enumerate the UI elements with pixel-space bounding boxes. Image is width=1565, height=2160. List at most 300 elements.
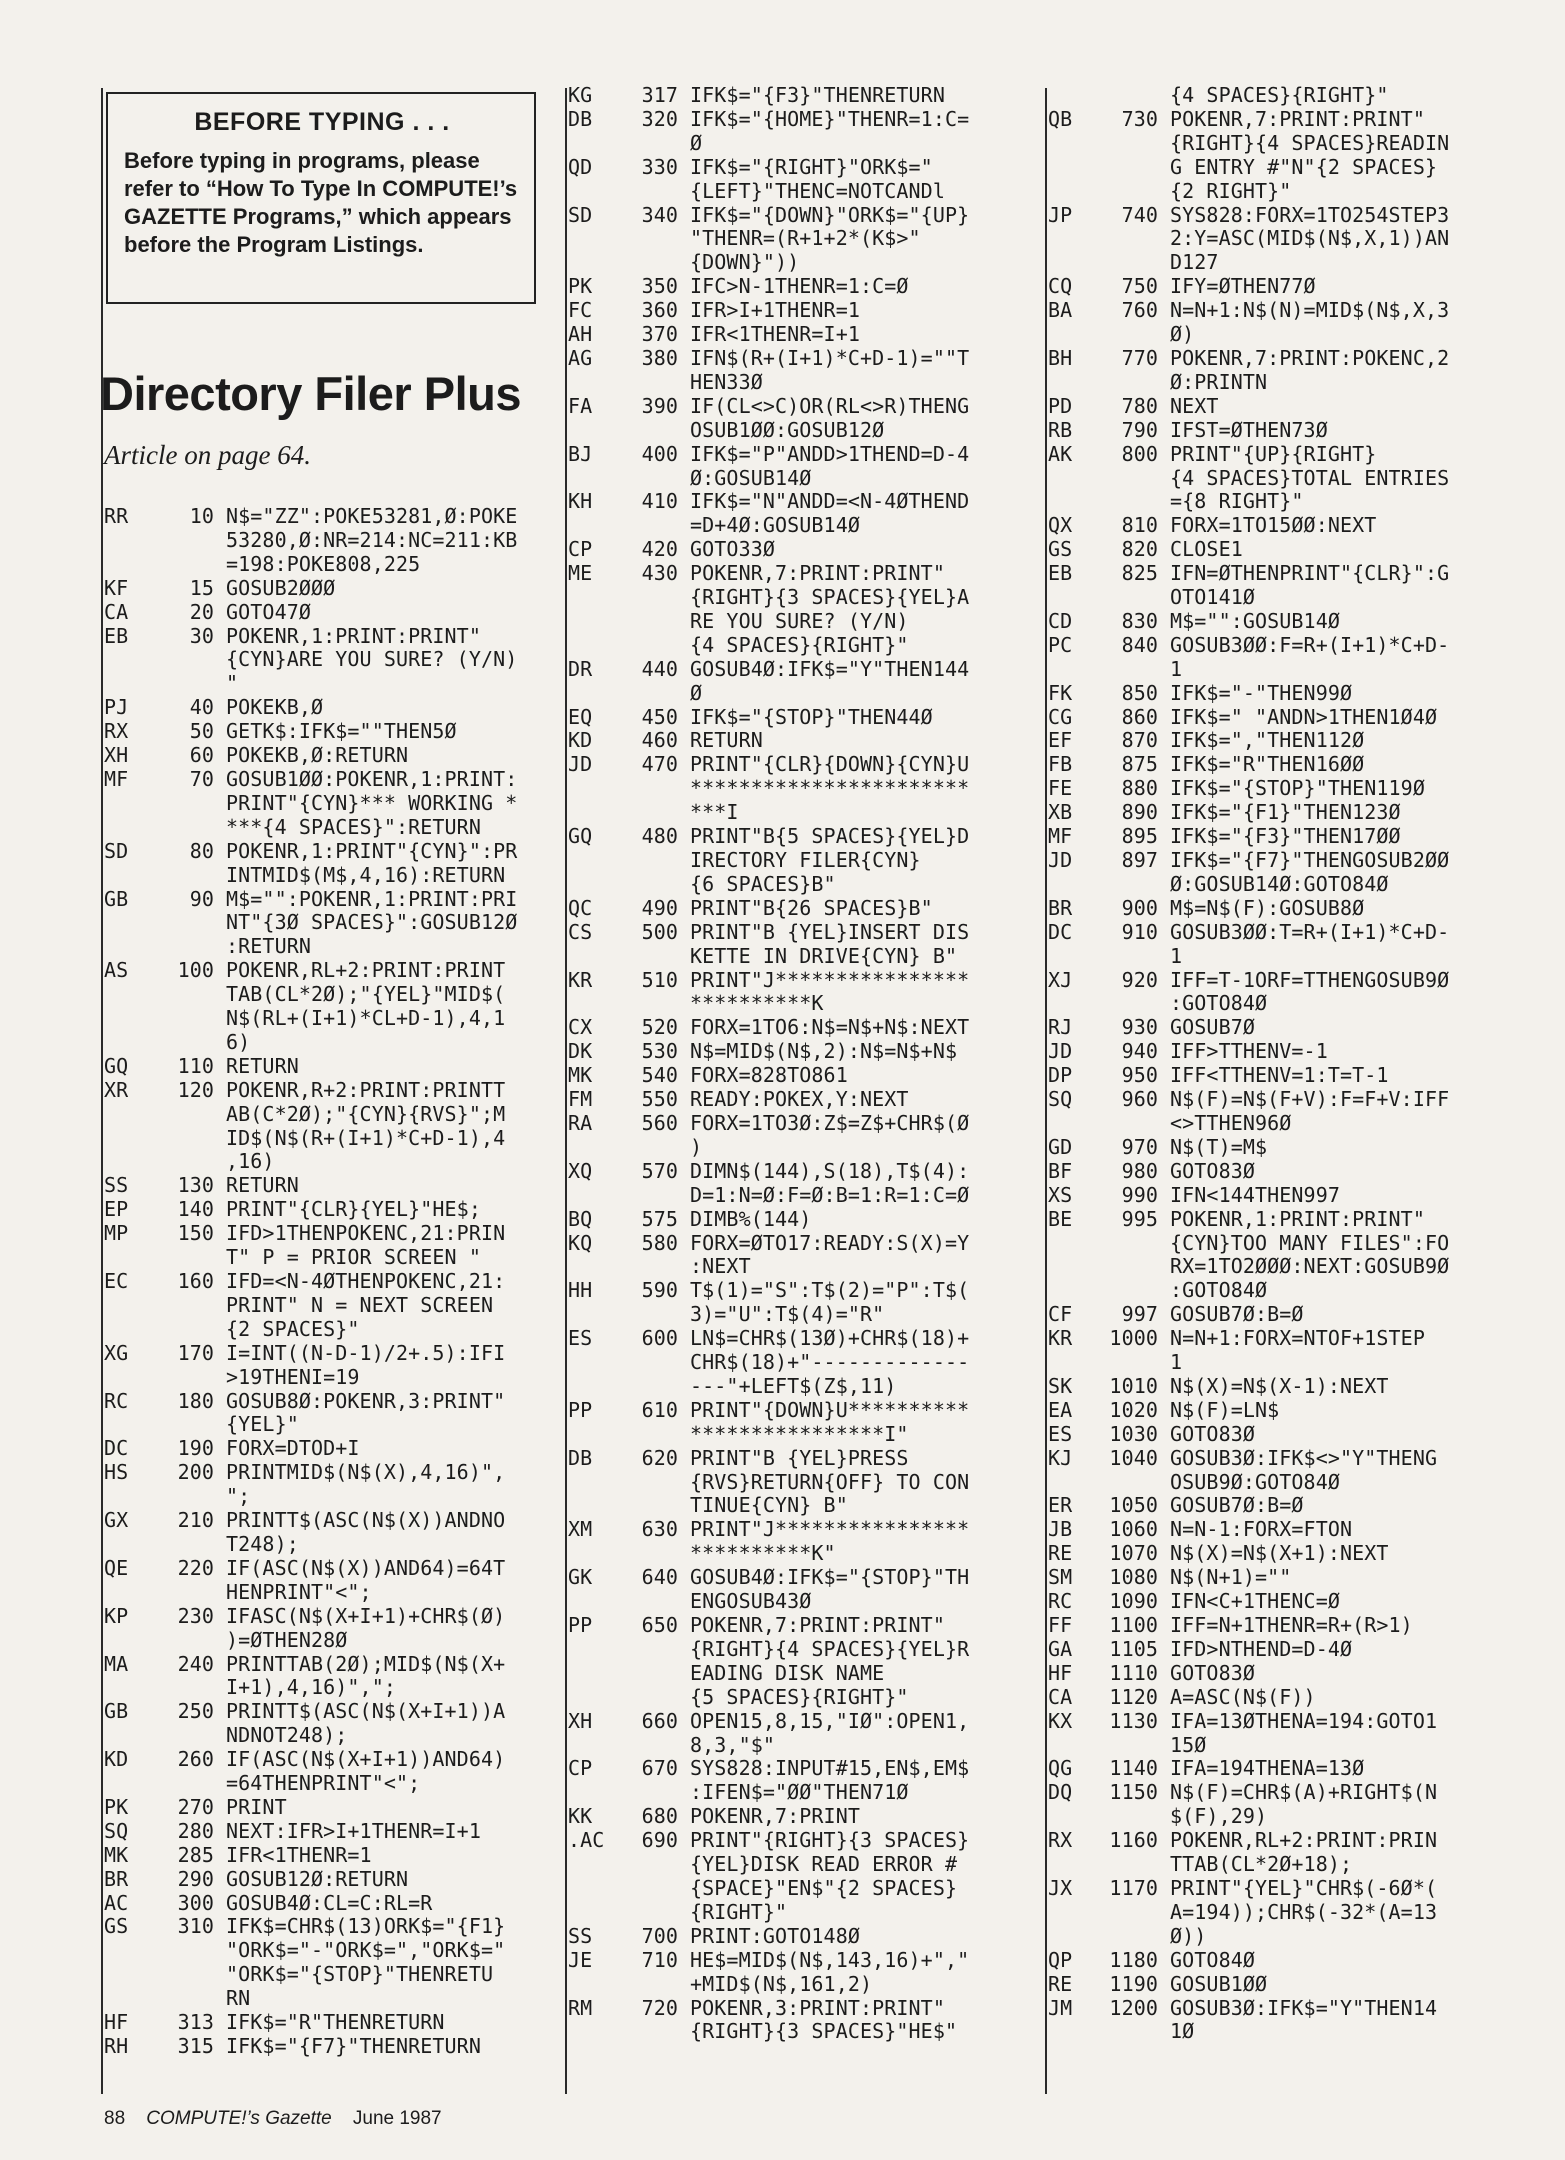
code-text: A=ASC(N$(F)) xyxy=(1170,1684,1316,1709)
checksum xyxy=(568,1542,616,1566)
line-number: 300 xyxy=(177,1890,214,1915)
line-number xyxy=(152,1294,226,1318)
checksum: AH xyxy=(568,322,593,347)
code-line xyxy=(568,1662,969,1686)
checksum: DC xyxy=(104,1436,129,1461)
code-line xyxy=(568,371,969,395)
code-line xyxy=(1048,299,1449,323)
line-number: 997 xyxy=(1121,1302,1158,1327)
code-line xyxy=(568,1757,969,1781)
checksum xyxy=(1048,1925,1096,1949)
code-text: =64THENPRINT"<"; xyxy=(226,1771,421,1796)
checksum xyxy=(104,1987,152,2011)
line-number: 900 xyxy=(1121,895,1158,920)
line-number: 1110 xyxy=(1109,1660,1158,1685)
code-line xyxy=(104,577,517,601)
code-text: 53280,Ø:NR=214:NC=211:KB xyxy=(226,527,518,552)
checksum xyxy=(568,634,616,658)
checksum: AC xyxy=(104,1890,129,1915)
line-number: 760 xyxy=(1121,298,1158,323)
line-number xyxy=(152,792,226,816)
line-number xyxy=(616,2020,690,2044)
checksum xyxy=(568,1375,616,1399)
checksum xyxy=(104,1629,152,1653)
code-line xyxy=(568,992,969,1016)
line-number xyxy=(616,1638,690,1662)
checksum xyxy=(104,1772,152,1796)
line-number: 60 xyxy=(189,743,214,768)
code-line xyxy=(1048,1925,1449,1949)
code-line xyxy=(568,1686,969,1710)
code-text: PRINT"{CLR}{DOWN}{CYN}U xyxy=(690,752,970,777)
line-number xyxy=(152,1150,226,1174)
checksum xyxy=(104,1485,152,1509)
line-number: 313 xyxy=(177,2010,214,2035)
checksum: BH xyxy=(1048,345,1073,370)
code-line xyxy=(1048,84,1449,108)
checksum: FA xyxy=(568,393,593,418)
code-text: POKENR,7:PRINT:PRINT" xyxy=(1170,106,1425,131)
line-number xyxy=(152,935,226,959)
code-text: GOSUB7Ø:B=Ø xyxy=(1170,1493,1304,1518)
checksum: GB xyxy=(104,1699,129,1724)
code-line xyxy=(1048,729,1449,753)
code-text: =198:POKE808,225 xyxy=(226,551,421,576)
checksum xyxy=(568,1136,616,1160)
line-number: 1105 xyxy=(1109,1636,1158,1661)
code-text: CHR$(18)+"------------- xyxy=(690,1350,970,1375)
line-number xyxy=(616,1877,690,1901)
checksum: KQ xyxy=(568,1230,593,1255)
code-text: {4 SPACES}TOTAL ENTRIES xyxy=(1170,465,1450,490)
line-number: 540 xyxy=(641,1063,678,1088)
code-text: GOSUB4Ø:IFK$="{STOP}"TH xyxy=(690,1565,970,1590)
checksum xyxy=(1048,1232,1096,1256)
line-number: 100 xyxy=(177,958,214,983)
code-line xyxy=(104,505,517,529)
code-line xyxy=(1048,1232,1449,1256)
code-text: GOTO47Ø xyxy=(226,599,311,624)
line-number xyxy=(1096,992,1170,1016)
checksum: KX xyxy=(1048,1708,1073,1733)
code-text: IFASC(N$(X+I+1)+CHR$(Ø) xyxy=(226,1603,506,1628)
code-line xyxy=(568,1710,969,1734)
code-text: {LEFT}"THENC=NOTCANDl xyxy=(690,178,945,203)
line-number xyxy=(152,1127,226,1151)
checksum xyxy=(568,1662,616,1686)
code-text: HENPRINT"<"; xyxy=(226,1579,372,1604)
line-number xyxy=(1096,2020,1170,2044)
line-number xyxy=(1096,156,1170,180)
code-text: N$(T)=M$ xyxy=(1170,1134,1268,1159)
code-text: GOSUB3Ø:IFK$<>"Y"THENG xyxy=(1170,1445,1438,1470)
code-line xyxy=(568,1734,969,1758)
checksum: GD xyxy=(1048,1134,1073,1159)
code-line xyxy=(104,2011,517,2035)
line-number: 285 xyxy=(177,1842,214,1867)
checksum xyxy=(104,864,152,888)
line-number xyxy=(152,1246,226,1270)
checksum xyxy=(568,180,616,204)
code-line xyxy=(1048,490,1449,514)
checksum xyxy=(104,1676,152,1700)
line-number: 1180 xyxy=(1109,1947,1158,1972)
code-text: {YEL}" xyxy=(226,1412,299,1437)
code-text: PRINTTAB(2Ø);MID$(N$(X+ xyxy=(226,1651,506,1676)
code-line xyxy=(568,1040,969,1064)
line-number: 870 xyxy=(1121,728,1158,753)
code-text: POKENR,1:PRINT:PRINT" xyxy=(1170,1206,1425,1231)
code-line xyxy=(1048,801,1449,825)
line-number: 230 xyxy=(177,1603,214,1628)
code-line xyxy=(104,1222,517,1246)
code-text: IFK$="{F3}"THEN17ØØ xyxy=(1170,824,1401,849)
code-text: {2 SPACES}" xyxy=(226,1316,360,1341)
code-line xyxy=(568,586,969,610)
code-line xyxy=(1048,1542,1449,1566)
line-number: 30 xyxy=(189,623,214,648)
checksum: CS xyxy=(568,919,593,944)
line-number: 390 xyxy=(641,393,678,418)
checksum: DK xyxy=(568,1039,593,1064)
code-line xyxy=(1048,1184,1449,1208)
code-line xyxy=(104,601,517,625)
code-line xyxy=(568,395,969,419)
code-text: {6 SPACES}B" xyxy=(690,871,836,896)
code-line xyxy=(568,1088,969,1112)
code-text: RETURN xyxy=(690,728,763,753)
line-number xyxy=(1096,1805,1170,1829)
line-number xyxy=(152,1987,226,2011)
code-text: FORX=1TO3Ø:Z$=Z$+CHR$(Ø xyxy=(690,1110,970,1135)
checksum xyxy=(1048,992,1096,1016)
checksum xyxy=(568,1471,616,1495)
checksum xyxy=(104,1533,152,1557)
checksum xyxy=(1048,1853,1096,1877)
code-text: $(F),29) xyxy=(1170,1804,1268,1829)
code-text: OTO141Ø xyxy=(1170,585,1255,610)
line-number xyxy=(616,610,690,634)
code-text: PRINT"{DOWN}U********** xyxy=(690,1397,970,1422)
code-line xyxy=(104,1198,517,1222)
article-title: Directory Filer Plus xyxy=(100,367,521,420)
code-line xyxy=(568,204,969,228)
code-text: IF(ASC(N$(X+I+1))AND64) xyxy=(226,1747,506,1772)
line-number xyxy=(152,1963,226,1987)
code-line xyxy=(1048,467,1449,491)
code-text: ENGOSUB43Ø xyxy=(690,1589,812,1614)
checksum xyxy=(104,1031,152,1055)
checksum: AG xyxy=(568,345,593,370)
line-number xyxy=(616,1136,690,1160)
line-number xyxy=(616,227,690,251)
checksum: RR xyxy=(104,504,129,528)
code-text: SYS828:INPUT#15,EN$,EM$ xyxy=(690,1756,970,1781)
line-number xyxy=(616,251,690,275)
code-line xyxy=(1048,1088,1449,1112)
code-text: **********K xyxy=(690,991,824,1016)
code-text: IFF<TTHENV=1:T=T-1 xyxy=(1170,1063,1389,1088)
checksum: BR xyxy=(104,1866,129,1891)
code-text: ID$(N$(R+(I+1)*C+D-1),4 xyxy=(226,1125,506,1150)
line-number xyxy=(616,180,690,204)
checksum: RE xyxy=(1048,1971,1073,1996)
code-line xyxy=(1048,1638,1449,1662)
code-text: PRINT" N = NEXT SCREEN xyxy=(226,1292,494,1317)
code-text: OSUB9Ø:GOTO84Ø xyxy=(1170,1469,1340,1494)
checksum: KD xyxy=(568,728,593,753)
code-line xyxy=(1048,1877,1449,1901)
checksum xyxy=(1048,180,1096,204)
code-text: PRINT"B{5 SPACES}{YEL}D xyxy=(690,824,970,849)
checksum xyxy=(568,610,616,634)
line-number xyxy=(152,1724,226,1748)
code-line xyxy=(104,959,517,983)
line-number: 170 xyxy=(177,1340,214,1365)
code-text: GOSUB8Ø:POKENR,3:PRINT" xyxy=(226,1388,506,1413)
checksum: PD xyxy=(1048,393,1073,418)
code-line xyxy=(104,1987,517,2011)
checksum: MF xyxy=(1048,824,1073,849)
code-line xyxy=(104,1629,517,1653)
line-number xyxy=(616,682,690,706)
code-text: {YEL}DISK READ ERROR # xyxy=(690,1852,958,1877)
code-line xyxy=(104,1605,517,1629)
code-text: CLOSE1 xyxy=(1170,537,1243,562)
line-number xyxy=(1096,1925,1170,1949)
code-line xyxy=(568,825,969,849)
code-line xyxy=(1048,1327,1449,1351)
code-line xyxy=(104,1270,517,1294)
checksum: EB xyxy=(1048,561,1073,586)
code-text: {CYN}TOO MANY FILES":FO xyxy=(1170,1230,1450,1255)
code-text: PRINTT$(ASC(N$(X))ANDNO xyxy=(226,1508,506,1533)
line-number: 1200 xyxy=(1109,1995,1158,2020)
checksum xyxy=(1048,1805,1096,1829)
code-text: PRINTT$(ASC(N$(X+I+1))A xyxy=(226,1699,506,1724)
code-line xyxy=(568,419,969,443)
line-number: 530 xyxy=(641,1039,678,1064)
code-line xyxy=(1048,371,1449,395)
code-text: IFK$="{F3}"THENRETURN xyxy=(690,83,945,107)
line-number: 317 xyxy=(641,83,678,107)
code-line xyxy=(1048,538,1449,562)
checksum: QX xyxy=(1048,513,1073,538)
code-line xyxy=(568,945,969,969)
checksum xyxy=(104,1150,152,1174)
code-line xyxy=(104,1533,517,1557)
code-line xyxy=(1048,1614,1449,1638)
checksum: CP xyxy=(568,1756,593,1781)
code-text: N$(X)=N$(X+1):NEXT xyxy=(1170,1541,1389,1566)
code-line xyxy=(568,1829,969,1853)
checksum xyxy=(568,849,616,873)
code-line xyxy=(104,1796,517,1820)
line-number: 1010 xyxy=(1109,1373,1158,1398)
line-number: 420 xyxy=(641,537,678,562)
checksum: JD xyxy=(1048,848,1073,872)
code-line xyxy=(568,2020,969,2044)
code-line xyxy=(104,983,517,1007)
code-line xyxy=(568,610,969,634)
checksum xyxy=(568,1423,616,1447)
checksum xyxy=(1048,1112,1096,1136)
code-text: 1 xyxy=(1170,1350,1183,1375)
code-text: IFN<C+1THENC=Ø xyxy=(1170,1589,1340,1614)
line-number: 1040 xyxy=(1109,1445,1158,1470)
checksum xyxy=(568,1638,616,1662)
code-line xyxy=(568,323,969,347)
line-number: 140 xyxy=(177,1197,214,1222)
code-text: "ORK$="{STOP}"THENRETU xyxy=(226,1962,494,1987)
code-text: GETK$:IFK$=""THEN5Ø xyxy=(226,719,457,744)
checksum: EC xyxy=(104,1269,129,1293)
code-line xyxy=(1048,634,1449,658)
code-text: N$(F)=N$(F+V):F=F+V:IFF xyxy=(1170,1087,1450,1112)
line-number xyxy=(152,1031,226,1055)
checksum xyxy=(104,816,152,840)
line-number: 670 xyxy=(641,1756,678,1781)
code-line xyxy=(568,706,969,730)
magazine-name: COMPUTE!’s Gazette xyxy=(146,2108,332,2129)
line-number xyxy=(616,1375,690,1399)
code-text: IFK$="{F7}"THENGOSUB2ØØ xyxy=(1170,848,1450,872)
code-text: {4 SPACES}{RIGHT}" xyxy=(1170,83,1389,107)
code-line xyxy=(568,347,969,371)
line-number: 1140 xyxy=(1109,1756,1158,1781)
code-line xyxy=(568,108,969,132)
code-line xyxy=(1048,1686,1449,1710)
code-text: PRINT xyxy=(226,1794,287,1819)
code-line xyxy=(568,227,969,251)
checksum: SD xyxy=(568,202,593,227)
code-line xyxy=(1048,2020,1449,2044)
code-text: :GOTO84Ø xyxy=(1170,991,1268,1016)
checksum: XQ xyxy=(568,1158,593,1183)
code-line xyxy=(1048,1853,1449,1877)
line-number: 120 xyxy=(177,1077,214,1102)
code-text: 3)="U":T$(4)="R" xyxy=(690,1302,885,1327)
code-line xyxy=(1048,108,1449,132)
line-number: 15 xyxy=(189,575,214,600)
line-number xyxy=(152,1007,226,1031)
checksum xyxy=(1048,132,1096,156)
code-text: DIMB%(144) xyxy=(690,1206,812,1231)
code-line xyxy=(1048,514,1449,538)
checksum: PK xyxy=(568,274,593,299)
code-text: EADING DISK NAME xyxy=(690,1660,885,1685)
checksum: GX xyxy=(104,1508,129,1533)
checksum xyxy=(1048,84,1096,108)
line-number: 600 xyxy=(641,1326,678,1351)
checksum: RJ xyxy=(1048,1015,1073,1040)
checksum: XR xyxy=(104,1077,129,1102)
code-text: {DOWN}")) xyxy=(690,250,800,275)
line-number xyxy=(152,553,226,577)
line-number xyxy=(152,1413,226,1437)
checksum xyxy=(1048,371,1096,395)
issue-date: June 1987 xyxy=(352,2108,442,2129)
code-line xyxy=(568,299,969,323)
code-line xyxy=(104,1724,517,1748)
code-text: Ø:PRINTN xyxy=(1170,369,1268,394)
code-text: M$=N$(F):GOSUB8Ø xyxy=(1170,895,1365,920)
checksum: FE xyxy=(1048,776,1073,801)
line-number: 490 xyxy=(641,895,678,920)
code-line xyxy=(568,1590,969,1614)
checksum xyxy=(568,777,616,801)
line-number: 980 xyxy=(1121,1158,1158,1183)
line-number xyxy=(152,1629,226,1653)
code-line xyxy=(104,1868,517,1892)
line-number: 897 xyxy=(1121,848,1158,872)
line-number xyxy=(1096,1279,1170,1303)
checksum: KH xyxy=(568,489,593,514)
middle-column-rule xyxy=(565,88,567,2094)
checksum xyxy=(1048,658,1096,682)
code-line xyxy=(1048,419,1449,443)
code-line xyxy=(1048,1997,1449,2021)
code-text: IFA=13ØTHENA=194:GOTO1 xyxy=(1170,1708,1438,1733)
code-text: N$(F)=LN$ xyxy=(1170,1397,1280,1422)
code-text: POKENR,R+2:PRINT:PRINTT xyxy=(226,1077,506,1102)
code-line xyxy=(568,1351,969,1375)
code-line xyxy=(1048,180,1449,204)
checksum: SK xyxy=(1048,1373,1073,1398)
code-line xyxy=(568,1184,969,1208)
code-line xyxy=(104,1246,517,1270)
code-text: IFK$="{STOP}"THEN119Ø xyxy=(1170,776,1425,801)
code-text: T248); xyxy=(226,1531,299,1556)
code-line xyxy=(1048,1040,1449,1064)
checksum: EB xyxy=(104,623,129,648)
code-text: FORX=DTOD+I xyxy=(226,1436,360,1461)
code-text: {5 SPACES}{RIGHT}" xyxy=(690,1684,909,1709)
right-column-rule xyxy=(1045,88,1047,2094)
line-number xyxy=(616,1853,690,1877)
line-number: 380 xyxy=(641,345,678,370)
checksum: HS xyxy=(104,1460,129,1485)
code-text: IFK$=CHR$(13)ORK$="{F1} xyxy=(226,1914,506,1939)
code-line xyxy=(104,1963,517,1987)
code-text: IFY=ØTHEN77Ø xyxy=(1170,274,1316,299)
checksum xyxy=(1048,156,1096,180)
line-number: 1150 xyxy=(1109,1780,1158,1805)
code-line xyxy=(104,1676,517,1700)
line-number: 995 xyxy=(1121,1206,1158,1231)
checksum: ME xyxy=(568,561,593,586)
code-text: {RIGHT}" xyxy=(690,1899,788,1924)
code-text: IFK$="{F1}"THEN123Ø xyxy=(1170,800,1401,825)
code-text: :IFEN$="ØØ"THEN71Ø xyxy=(690,1780,909,1805)
checksum: DB xyxy=(568,106,593,131)
checksum xyxy=(568,251,616,275)
line-number: 590 xyxy=(641,1278,678,1303)
code-text: **********K" xyxy=(690,1541,836,1566)
code-text: NEXT:IFR>I+1THENR=I+1 xyxy=(226,1818,481,1843)
code-line xyxy=(1048,873,1449,897)
line-number xyxy=(152,1318,226,1342)
line-number xyxy=(616,801,690,825)
checksum: KP xyxy=(104,1603,129,1628)
code-text: POKEKB,Ø xyxy=(226,695,324,720)
code-text: ***{4 SPACES}":RETURN xyxy=(226,814,481,839)
checksum xyxy=(104,792,152,816)
line-number: 1030 xyxy=(1109,1421,1158,1446)
checksum: GB xyxy=(104,886,129,911)
line-number xyxy=(1096,1734,1170,1758)
code-text: GOTO83Ø xyxy=(1170,1660,1255,1685)
